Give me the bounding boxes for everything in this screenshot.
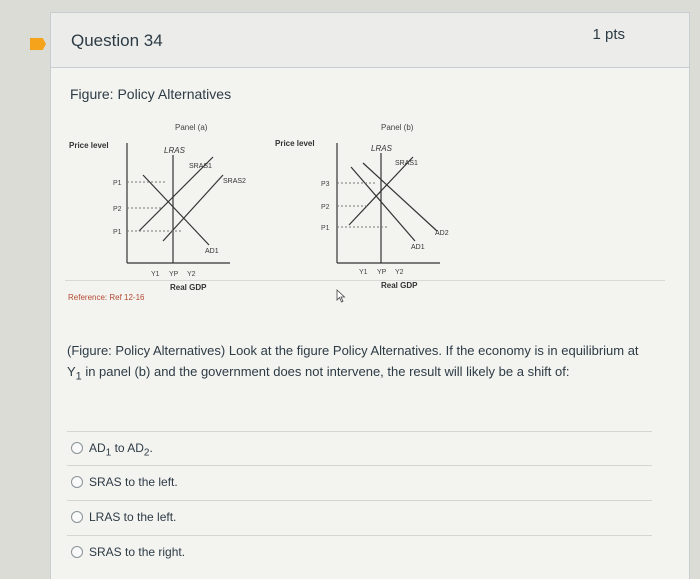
panel-a-ad1-curve bbox=[143, 175, 209, 245]
figure-divider bbox=[65, 280, 665, 281]
answer-label-3: LRAS to the left. bbox=[89, 510, 177, 524]
panel-b-x-label-1: Y1 bbox=[359, 269, 368, 276]
panel-b-ad2-label: AD2 bbox=[435, 230, 449, 237]
panel-a-x-axis-label: Real GDP bbox=[170, 283, 207, 292]
prompt-y-variable: Y bbox=[67, 364, 76, 379]
panel-a-price-label-1: P1 bbox=[113, 180, 122, 187]
panel-a-x-label-3: Y2 bbox=[187, 271, 196, 278]
answer-radio-2[interactable] bbox=[71, 476, 83, 488]
panel-a-sras2-label: SRAS2 bbox=[223, 178, 246, 185]
answer-option-4[interactable] bbox=[67, 535, 652, 569]
panel-b-y-label: Price level bbox=[275, 139, 315, 148]
answer-label-2: SRAS to the left. bbox=[89, 475, 178, 489]
panel-b-x-axis-label: Real GDP bbox=[381, 281, 418, 290]
policy-alternatives-figure bbox=[65, 113, 465, 303]
reference-label: Reference: Ref 12-16 bbox=[68, 293, 145, 302]
answer-radio-4[interactable] bbox=[71, 546, 83, 558]
panel-a bbox=[69, 123, 246, 292]
flag-icon[interactable] bbox=[30, 38, 46, 50]
panel-a-ad1-label: AD1 bbox=[205, 248, 219, 255]
panel-b-x-label-2: YP bbox=[377, 269, 387, 276]
mouse-pointer-icon bbox=[336, 289, 346, 303]
answer-option-1[interactable] bbox=[67, 431, 652, 465]
question-title: Question 34 bbox=[71, 31, 163, 50]
answer-option-3[interactable] bbox=[67, 500, 652, 534]
panel-b-title: Panel (b) bbox=[381, 123, 414, 132]
prompt-text-2: in panel (b) and the government does not intervene, the result will likely be a shift of: bbox=[81, 364, 570, 379]
panel-b-sras1-label: SRAS1 bbox=[395, 160, 418, 167]
panel-b-ad1-label: AD1 bbox=[411, 244, 425, 251]
panel-a-y-label: Price level bbox=[69, 141, 109, 150]
panel-a-price-label-3: P1 bbox=[113, 229, 122, 236]
prompt-text-1: (Figure: Policy Alternatives) Look at the figure Policy Alternatives. If the economy is in equilibrium at bbox=[67, 343, 639, 358]
panel-b-price-label-3: P1 bbox=[321, 225, 330, 232]
panel-a-sras1-label: SRAS1 bbox=[189, 163, 212, 170]
answer-option-2[interactable] bbox=[67, 465, 652, 499]
panel-a-x-label-1: Y1 bbox=[151, 271, 160, 278]
answer-radio-1[interactable] bbox=[71, 442, 83, 454]
figure-title: Figure: Policy Alternatives bbox=[70, 86, 232, 102]
panel-b-ad2-curve bbox=[363, 163, 437, 231]
points-label: 1 pts bbox=[592, 26, 625, 43]
question-card bbox=[50, 12, 690, 579]
panel-a-lras-label: LRAS bbox=[164, 146, 185, 155]
answer-label-4: SRAS to the right. bbox=[89, 545, 186, 559]
panel-b-x-label-3: Y2 bbox=[395, 269, 404, 276]
panel-b bbox=[275, 123, 449, 290]
answer-radio-3[interactable] bbox=[71, 511, 83, 523]
answer-label-1: $AD_1$ to $AD_2$. bbox=[89, 441, 153, 459]
panel-b-ad1-curve bbox=[351, 167, 415, 241]
prompt-y-subscript: 1 bbox=[75, 370, 82, 383]
question-prompt bbox=[67, 340, 652, 388]
panel-a-title: Panel (a) bbox=[175, 123, 208, 132]
question-header bbox=[51, 13, 689, 68]
panel-a-x-label-2: YP bbox=[169, 271, 179, 278]
panel-b-price-label-2: P2 bbox=[321, 204, 330, 211]
panel-a-price-label-2: P2 bbox=[113, 206, 122, 213]
panel-b-lras-label: LRAS bbox=[371, 144, 392, 153]
panel-b-price-label-1: P3 bbox=[321, 181, 330, 188]
